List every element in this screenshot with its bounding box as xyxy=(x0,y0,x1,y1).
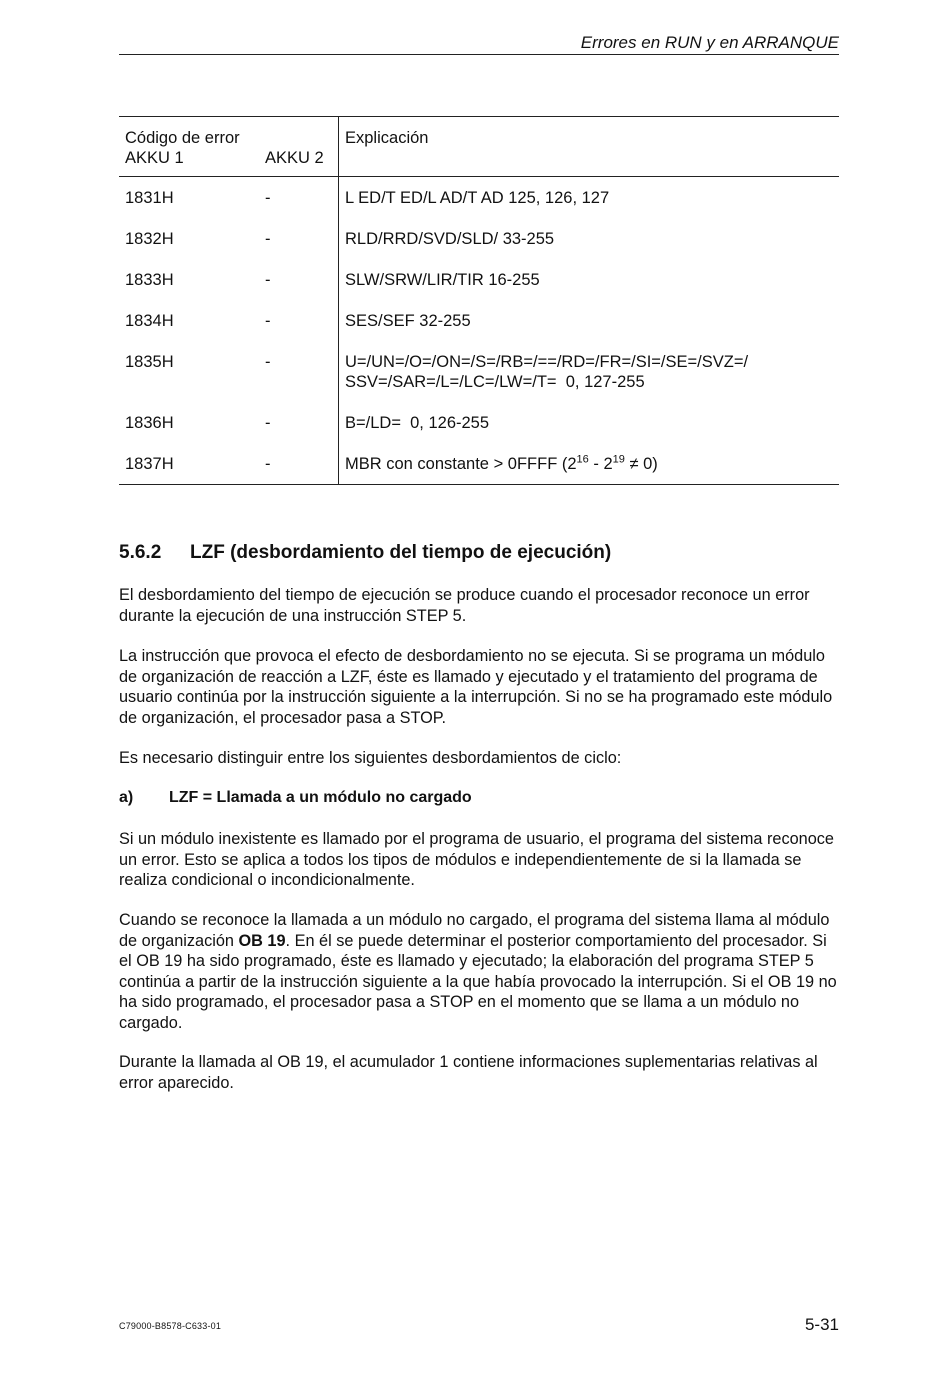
explanation-value: B=/LD= 0, 126-255 xyxy=(339,402,840,443)
akku1-value: 1831H xyxy=(125,189,174,207)
table-row xyxy=(119,443,839,485)
section-heading xyxy=(119,541,839,565)
exponent: 19 xyxy=(612,453,625,466)
akku2-label: AKKU 2 xyxy=(265,149,324,167)
explanation-value xyxy=(339,443,840,485)
header-akku1-cell xyxy=(119,117,265,177)
akku1-value: 1833H xyxy=(125,271,174,289)
explanation-text: MBR con constante > 0FFFF (2 xyxy=(345,455,577,473)
explanation-value: RLD/RRD/SVD/SLD/ 33-255 xyxy=(339,218,840,259)
akku2-value: - xyxy=(265,271,271,289)
paragraph: La instrucción que provoca el efecto de desbordamiento no se ejecuta. Si se programa un módulo de organización de reacción a LZF, éste es llamado y ejecutado y el tratamiento del programa de usuario continúa por la instrucción siguiente a la interrupción. Si no se ha programado este módulo de organización, el procesador pasa a STOP. xyxy=(119,647,833,727)
paragraph-text: Cuando se reconoce la llamada a un módulo no cargado, el programa del sistema llama al módulo de organización xyxy=(119,911,830,950)
explanation-value: SES/SEF 32-255 xyxy=(339,300,840,341)
akku2-value: - xyxy=(265,312,271,330)
explanation-value: SLW/SRW/LIR/TIR 16-255 xyxy=(339,259,840,300)
paragraph-text: . En él se puede determinar el posterior comportamiento del procesador. Si el OB 19 ha sido programado, éste es llamado y ejecutado; la elaboración del programa STEP 5 continúa a partir de la instrucción siguiente a la que había provocado la interrupción. Si el OB 19 no ha sido programado, el procesador pasa a STOP en el momento que se llama a un módulo no cargado. xyxy=(119,931,837,1032)
bold-term: OB 19 xyxy=(238,931,286,950)
explanation-text: - 2 xyxy=(588,455,613,473)
header-rule xyxy=(119,54,839,55)
akku1-value: 1837H xyxy=(125,455,174,473)
exponent: 16 xyxy=(576,453,589,466)
akku2-value: - xyxy=(265,353,271,371)
akku1-value: 1832H xyxy=(125,230,174,248)
header-explanation: Explicación xyxy=(339,117,840,177)
subsection-label: a) xyxy=(119,789,134,806)
explanation-text: ≠ 0) xyxy=(624,455,658,473)
akku1-value: 1834H xyxy=(125,312,174,330)
code-label: Código de error xyxy=(125,129,240,147)
table-row xyxy=(119,300,839,341)
akku2-value: - xyxy=(265,455,271,473)
akku2-value: - xyxy=(265,230,271,248)
page-number: 5-31 xyxy=(804,1315,839,1334)
explanation-line-1: U=/UN=/O=/ON=/S=/RB=/==/RD=/FR=/SI=/SE=/SVZ=/ xyxy=(345,353,749,371)
paragraph: Si un módulo inexistente es llamado por el programa de usuario, el programa del sistema reconoce un error. Esto se aplica a todos los tipos de módulos e independientemente de si la llamada se realiza condicional o incondicionalmente. xyxy=(119,830,834,889)
akku2-value: - xyxy=(265,414,271,432)
akku1-value: 1836H xyxy=(125,414,174,432)
akku1-value: 1835H xyxy=(125,353,174,371)
error-code-table xyxy=(119,116,839,485)
explanation-line-2: SSV=/SAR=/L=/LC=/LW=/T= 0, 127-255 xyxy=(345,373,645,391)
section-title: LZF (desbordamiento del tiempo de ejecución) xyxy=(190,542,612,563)
explanation-value: L ED/T ED/L AD/T AD 125, 126, 127 xyxy=(339,177,840,219)
explanation-value xyxy=(339,341,840,402)
table-header-row xyxy=(119,117,839,177)
akku2-value: - xyxy=(265,189,271,207)
document-code: C79000-B8578-C633-01 xyxy=(119,1321,222,1331)
akku1-label: AKKU 1 xyxy=(125,149,184,167)
subsection-title: LZF = Llamada a un módulo no cargado xyxy=(169,789,472,806)
running-header: Errores en RUN y en ARRANQUE xyxy=(580,33,839,52)
paragraph: El desbordamiento del tiempo de ejecución se produce cuando el procesador reconoce un error durante la ejecución de una instrucción STEP 5. xyxy=(119,586,810,625)
subsection-heading xyxy=(119,788,839,808)
section-number: 5.6.2 xyxy=(119,542,162,563)
paragraph: Es necesario distinguir entre los siguientes desbordamientos de ciclo: xyxy=(119,749,622,767)
paragraph xyxy=(119,910,839,1033)
table-row xyxy=(119,218,839,259)
header-akku2-cell xyxy=(265,117,339,177)
table-row xyxy=(119,402,839,443)
table-row xyxy=(119,177,839,219)
table-row xyxy=(119,259,839,300)
paragraph: Durante la llamada al OB 19, el acumulador 1 contiene informaciones suplementarias relativas al error aparecido. xyxy=(119,1053,818,1092)
table-row xyxy=(119,341,839,402)
